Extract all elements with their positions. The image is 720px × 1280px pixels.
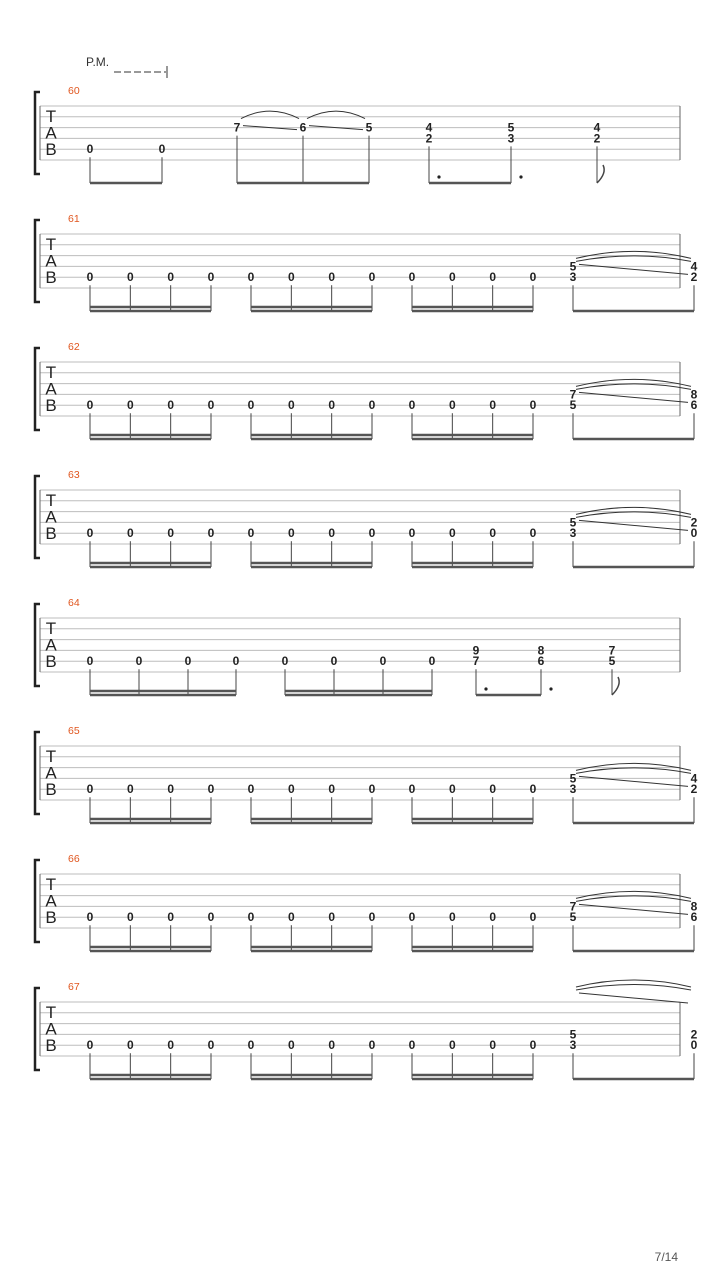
fret-number: 5 xyxy=(569,910,577,925)
note-group xyxy=(570,379,698,439)
fret-number: 0 xyxy=(328,398,336,413)
fret-number: 3 xyxy=(569,526,577,541)
fret-number: 7 xyxy=(233,120,241,135)
note-group xyxy=(87,782,215,823)
fret-number: 0 xyxy=(408,526,416,541)
note-group xyxy=(409,526,537,567)
fret-number: 0 xyxy=(247,398,255,413)
tab-clef-letter: B xyxy=(45,396,57,415)
tab-clef-letter: A xyxy=(45,763,57,783)
slur-arc xyxy=(576,763,691,770)
measure-number: 64 xyxy=(68,597,80,609)
fret-number: 5 xyxy=(569,771,577,786)
fret-number: 0 xyxy=(207,910,215,925)
fret-number: 0 xyxy=(690,526,698,541)
fret-number: 0 xyxy=(489,782,497,797)
tab-clef-letter: T xyxy=(45,875,57,894)
fret-number: 0 xyxy=(167,782,175,797)
slur-arc xyxy=(576,985,691,991)
fret-number: 0 xyxy=(328,910,336,925)
fret-number: 0 xyxy=(86,270,94,285)
tab-clef-letter: B xyxy=(45,268,57,287)
fret-number: 0 xyxy=(529,1038,537,1053)
fret-number: 6 xyxy=(690,398,698,413)
fret-number: 0 xyxy=(368,526,376,541)
tab-clef-letter: B xyxy=(45,1036,57,1055)
note-group xyxy=(409,782,537,823)
fret-number: 6 xyxy=(537,654,545,669)
tab-clef-letter: A xyxy=(45,123,57,143)
system-bracket xyxy=(35,732,40,814)
fret-number: 0 xyxy=(86,654,94,669)
fret-number: 5 xyxy=(365,120,373,135)
tab-clef-letter: A xyxy=(45,507,57,527)
fret-number: 0 xyxy=(287,270,295,285)
system-bracket xyxy=(35,92,40,174)
note-group xyxy=(409,398,537,439)
fret-number: 3 xyxy=(569,270,577,285)
note-group xyxy=(570,251,698,311)
fret-number: 0 xyxy=(86,526,94,541)
fret-number: 6 xyxy=(299,120,307,135)
note-group xyxy=(248,782,376,823)
tab-clef-letter: A xyxy=(45,635,57,655)
slur-arc xyxy=(576,896,691,902)
fret-number: 0 xyxy=(328,270,336,285)
fret-number: 0 xyxy=(86,910,94,925)
system-bracket xyxy=(35,476,40,558)
system-bracket xyxy=(35,604,40,686)
tab-system xyxy=(35,85,680,183)
tie-arc xyxy=(241,111,299,119)
fret-number: 0 xyxy=(489,526,497,541)
fret-number: 0 xyxy=(167,1038,175,1053)
rhythm-dot xyxy=(484,687,487,690)
fret-number: 0 xyxy=(408,1038,416,1053)
tab-clef-letter: T xyxy=(45,1003,57,1022)
system-bracket xyxy=(35,348,40,430)
tab-clef-letter: T xyxy=(45,107,57,126)
tab-clef-letter: T xyxy=(45,619,57,638)
fret-number: 0 xyxy=(86,398,94,413)
note-group xyxy=(409,1038,537,1079)
fret-number: 0 xyxy=(448,398,456,413)
tab-clef-letter: B xyxy=(45,524,57,543)
note-group xyxy=(248,910,376,951)
fret-number: 0 xyxy=(379,654,387,669)
fret-number: 0 xyxy=(368,398,376,413)
fret-number: 0 xyxy=(167,270,175,285)
fret-number: 5 xyxy=(507,120,515,135)
slur-arc xyxy=(576,891,691,898)
note-group xyxy=(426,121,523,183)
fret-number: 0 xyxy=(448,270,456,285)
system-bracket xyxy=(35,220,40,302)
fret-number: 0 xyxy=(287,526,295,541)
fret-number: 5 xyxy=(569,515,577,530)
fret-number: 0 xyxy=(247,1038,255,1053)
fret-number: 0 xyxy=(368,1038,376,1053)
measure-number: 60 xyxy=(68,85,80,97)
fret-number: 0 xyxy=(529,526,537,541)
note-group xyxy=(570,980,698,1079)
fret-number: 0 xyxy=(408,782,416,797)
tab-system xyxy=(35,213,698,311)
fret-number: 0 xyxy=(126,1038,134,1053)
tab-system xyxy=(35,853,698,951)
note-group xyxy=(594,121,604,183)
note-group xyxy=(570,507,698,567)
slur-arc xyxy=(576,251,691,258)
note-group xyxy=(409,270,537,311)
rhythm-dot xyxy=(519,175,522,178)
fret-number: 2 xyxy=(690,515,698,530)
fret-number: 2 xyxy=(593,131,601,146)
fret-number: 0 xyxy=(690,1038,698,1053)
measure-number: 63 xyxy=(68,469,80,481)
fret-number: 0 xyxy=(86,1038,94,1053)
note-group xyxy=(87,526,215,567)
tab-clef-letter: T xyxy=(45,747,57,766)
fret-number: 0 xyxy=(184,654,192,669)
fret-number: 5 xyxy=(569,398,577,413)
note-group xyxy=(87,398,215,439)
system-bracket xyxy=(35,988,40,1070)
fret-number: 7 xyxy=(472,654,480,669)
tab-system xyxy=(35,980,698,1079)
note-group xyxy=(87,910,215,951)
fret-number: 0 xyxy=(86,142,94,157)
fret-number: 0 xyxy=(448,910,456,925)
fret-number: 0 xyxy=(126,782,134,797)
tab-clef-letter: T xyxy=(45,363,57,382)
tab-clef-letter: A xyxy=(45,1019,57,1039)
fret-number: 0 xyxy=(529,782,537,797)
fret-number: 9 xyxy=(472,643,480,658)
fret-number: 4 xyxy=(593,120,601,135)
note-group xyxy=(87,270,215,311)
fret-number: 0 xyxy=(448,1038,456,1053)
fret-number: 8 xyxy=(690,899,698,914)
fret-number: 0 xyxy=(247,526,255,541)
fret-number: 0 xyxy=(126,270,134,285)
fret-number: 0 xyxy=(207,1038,215,1053)
tab-clef-letter: T xyxy=(45,491,57,510)
fret-number: 4 xyxy=(690,259,698,274)
slur-arc xyxy=(576,256,691,262)
tab-clef-letter: B xyxy=(45,908,57,927)
note-group xyxy=(570,891,698,951)
page-number: 7/14 xyxy=(654,1250,678,1264)
tab-system xyxy=(35,597,680,695)
fret-number: 0 xyxy=(207,782,215,797)
slur-arc xyxy=(576,384,691,390)
fret-number: 0 xyxy=(489,1038,497,1053)
fret-number: 7 xyxy=(608,643,616,658)
fret-number: 0 xyxy=(135,654,143,669)
fret-number: 0 xyxy=(287,910,295,925)
tab-clef-letter: B xyxy=(45,652,57,671)
fret-number: 0 xyxy=(368,782,376,797)
fret-number: 0 xyxy=(158,142,166,157)
fret-number: 0 xyxy=(247,910,255,925)
slur-arc xyxy=(576,512,691,518)
fret-number: 0 xyxy=(489,910,497,925)
tab-clef-letter: A xyxy=(45,251,57,271)
fret-number: 3 xyxy=(569,1038,577,1053)
rhythm-dot xyxy=(549,687,552,690)
system-bracket xyxy=(35,860,40,942)
measure-number: 67 xyxy=(68,981,80,993)
fret-number: 0 xyxy=(232,654,240,669)
fret-number: 0 xyxy=(287,1038,295,1053)
fret-number: 0 xyxy=(448,782,456,797)
fret-number: 0 xyxy=(167,398,175,413)
note-group xyxy=(248,398,376,439)
note-flag xyxy=(597,165,604,183)
fret-number: 0 xyxy=(167,526,175,541)
note-group xyxy=(234,111,373,183)
fret-number: 0 xyxy=(529,270,537,285)
fret-number: 3 xyxy=(569,782,577,797)
measure-number: 61 xyxy=(68,213,80,225)
fret-number: 0 xyxy=(328,526,336,541)
fret-number: 0 xyxy=(126,526,134,541)
rhythm-dot xyxy=(437,175,440,178)
fret-number: 0 xyxy=(408,270,416,285)
fret-number: 0 xyxy=(328,1038,336,1053)
note-group xyxy=(87,654,240,695)
fret-number: 2 xyxy=(425,131,433,146)
tab-system xyxy=(35,341,698,439)
fret-number: 0 xyxy=(529,910,537,925)
tie-arc xyxy=(307,111,365,119)
palm-mute-extension xyxy=(114,66,167,78)
fret-number: 0 xyxy=(448,526,456,541)
fret-number: 0 xyxy=(207,398,215,413)
tab-clef-letter: A xyxy=(45,891,57,911)
tab-clef-letter: A xyxy=(45,379,57,399)
note-group xyxy=(409,910,537,951)
fret-number: 0 xyxy=(287,782,295,797)
tab-system xyxy=(35,469,698,567)
note-group xyxy=(248,526,376,567)
fret-number: 4 xyxy=(425,120,433,135)
note-group xyxy=(473,643,553,695)
slur-arc xyxy=(576,507,691,514)
fret-number: 0 xyxy=(368,910,376,925)
note-group xyxy=(282,654,436,695)
fret-number: 2 xyxy=(690,1027,698,1042)
fret-number: 0 xyxy=(247,270,255,285)
fret-number: 0 xyxy=(207,526,215,541)
slur-arc xyxy=(576,379,691,386)
note-group xyxy=(570,763,698,823)
fret-number: 7 xyxy=(569,387,577,402)
fret-number: 5 xyxy=(569,259,577,274)
fret-number: 0 xyxy=(408,910,416,925)
fret-number: 8 xyxy=(690,387,698,402)
tab-clef-letter: B xyxy=(45,140,57,159)
fret-number: 0 xyxy=(207,270,215,285)
fret-number: 0 xyxy=(86,782,94,797)
fret-number: 7 xyxy=(569,899,577,914)
fret-number: 5 xyxy=(608,654,616,669)
fret-number: 6 xyxy=(690,910,698,925)
fret-number: 0 xyxy=(328,782,336,797)
note-group xyxy=(609,643,619,695)
slur-arc xyxy=(576,768,691,774)
note-group xyxy=(248,1038,376,1079)
note-flag xyxy=(612,677,619,695)
fret-number: 0 xyxy=(287,398,295,413)
fret-number: 0 xyxy=(529,398,537,413)
fret-number: 0 xyxy=(247,782,255,797)
fret-number: 0 xyxy=(428,654,436,669)
note-group xyxy=(87,142,166,183)
note-group xyxy=(87,1038,215,1079)
fret-number: 0 xyxy=(489,398,497,413)
fret-number: 4 xyxy=(690,771,698,786)
fret-number: 8 xyxy=(537,643,545,658)
tab-clef-letter: B xyxy=(45,780,57,799)
measure-number: 66 xyxy=(68,853,80,865)
slur-arc xyxy=(576,980,691,987)
fret-number: 0 xyxy=(330,654,338,669)
fret-number: 5 xyxy=(569,1027,577,1042)
fret-number: 0 xyxy=(368,270,376,285)
tab-clef-letter: T xyxy=(45,235,57,254)
fret-number: 0 xyxy=(126,398,134,413)
fret-number: 0 xyxy=(167,910,175,925)
fret-number: 0 xyxy=(126,910,134,925)
fret-number: 0 xyxy=(408,398,416,413)
palm-mute-label: P.M. xyxy=(86,55,110,69)
fret-number: 3 xyxy=(507,131,515,146)
measure-number: 65 xyxy=(68,725,80,737)
measure-number: 62 xyxy=(68,341,80,353)
fret-number: 2 xyxy=(690,782,698,797)
tab-system xyxy=(35,725,698,823)
note-group xyxy=(248,270,376,311)
fret-number: 2 xyxy=(690,270,698,285)
fret-number: 0 xyxy=(281,654,289,669)
fret-number: 0 xyxy=(489,270,497,285)
